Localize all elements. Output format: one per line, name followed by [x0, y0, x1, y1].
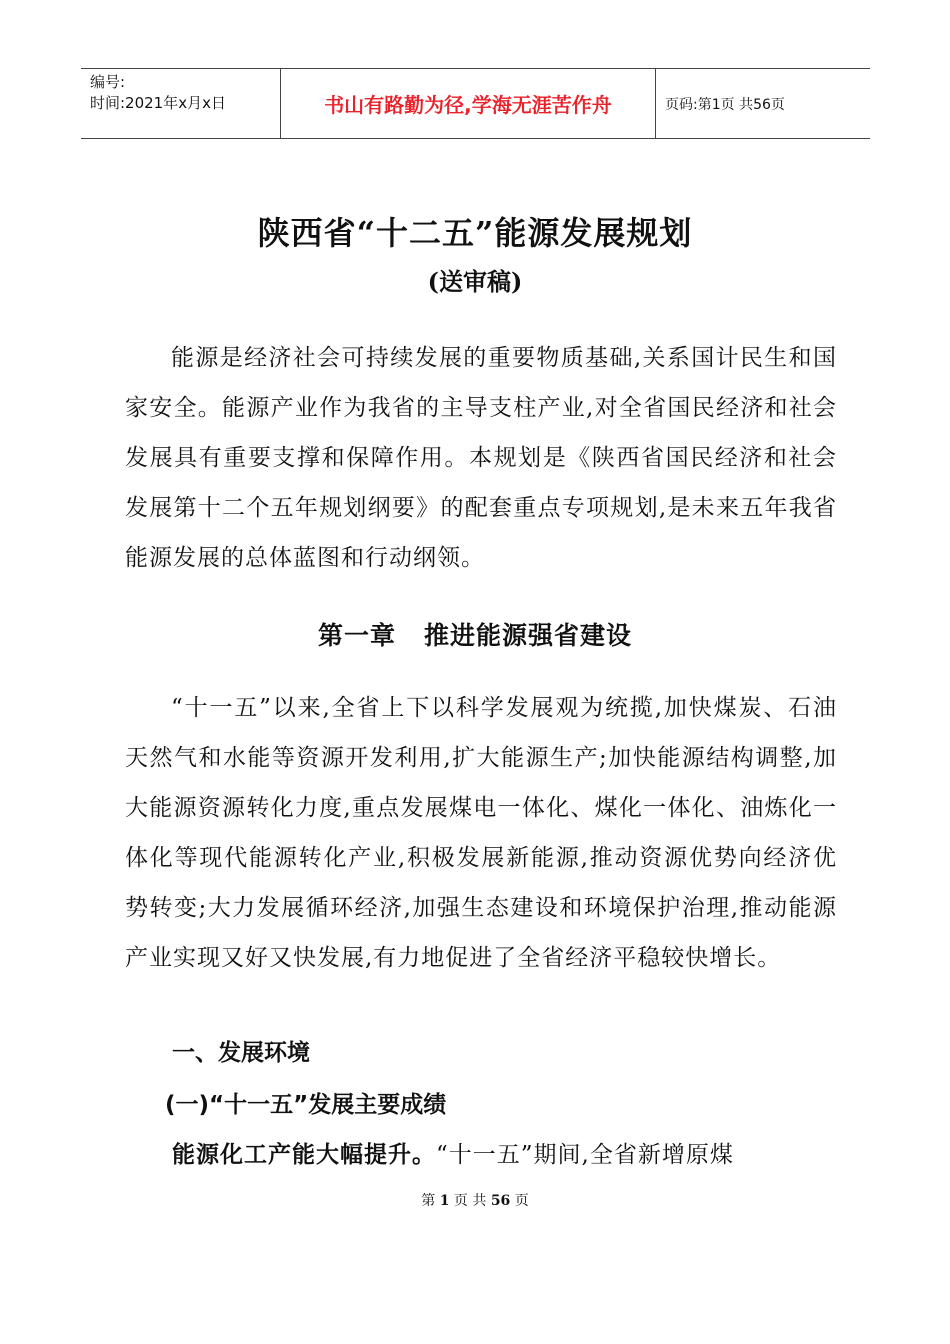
footer-prefix: 第 — [421, 1193, 436, 1209]
footer-middle: 页 共 — [453, 1193, 487, 1209]
last-paragraph-lead: 能源化工产能大幅提升。 — [172, 1141, 436, 1168]
header-time-label: 时间:2021年x月x日 — [90, 94, 226, 112]
document-subtitle: (送审稿) — [427, 267, 523, 296]
document-header — [81, 68, 870, 139]
chapter-label: 第一章 — [317, 621, 396, 650]
section-heading: 一、发展环境 — [172, 1040, 310, 1066]
last-paragraph-line — [172, 1136, 734, 1169]
document-title: 陕西省“十二五”能源发展规划 — [257, 214, 693, 252]
chapter-title: 推进能源强省建设 — [424, 621, 633, 650]
last-paragraph-text: “十一五”期间,全省新增原煤 — [436, 1142, 734, 1168]
header-meta-cell — [81, 69, 281, 138]
chapter-heading — [0, 616, 950, 652]
intro-paragraph: 能源是经济社会可持续发展的重要物质基础,关系国计民生和国家安全。能源产业作为我省的主导支柱产业,对全省国民经济和社会发展具有重要支撑和保障作用。本规划是《陕西省国民经济和社会发展第十二个五年规划纲要》的配套重点专项规划,是未来五年我省能源发展的总体蓝图和行动纲领。 — [125, 345, 837, 571]
footer-total-pages: 56 — [490, 1193, 511, 1209]
header-page-info: 页码:第1页 共56页 — [665, 96, 785, 113]
footer-suffix: 页 — [514, 1193, 529, 1209]
subsection-heading: (一)“十一五”发展主要成绩 — [165, 1092, 447, 1118]
footer-page-number: 1 — [439, 1193, 450, 1209]
header-motto: 书山有路勤为径,学海无涯苦作舟 — [281, 69, 656, 138]
page-footer — [0, 1190, 950, 1210]
header-number-label: 编号: — [90, 73, 126, 91]
chapter-paragraph: “十一五”以来,全省上下以科学发展观为统揽,加快煤炭、石油天然气和水能等资源开发利用,扩大能源生产;加快能源结构调整,加大能源资源转化力度,重点发展煤电一体化、煤化一体化、油炼化一体化等现代能源转化产业,积极发展新能源,推动资源优势向经济优势转变;大力发展循环经济,加强生态建设和环境保护治理,推动能源产业实现又好又快发展,有力地促进了全省经济平稳较快增长。 — [125, 695, 837, 971]
